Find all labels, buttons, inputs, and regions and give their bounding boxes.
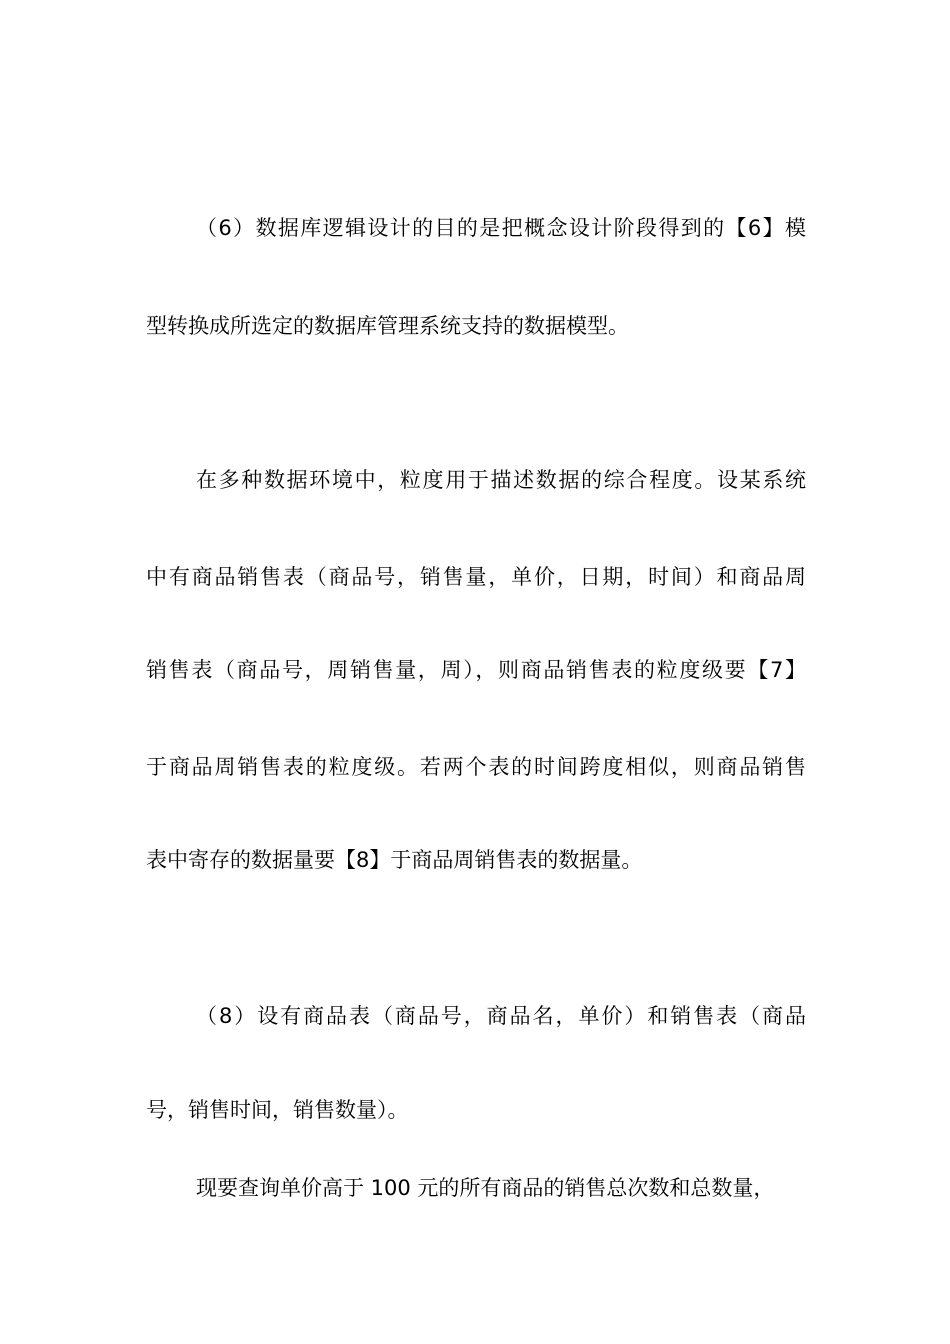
paragraph-granularity-line-3: 销售表（商品号，周销售量，周），则商品销售表的粒度级要【7】: [146, 658, 806, 682]
paragraph-8-line-1: （8）设有商品表（商品号，商品名，单价）和销售表（商品: [196, 1004, 806, 1028]
paragraph-granularity-line-5: 表中寄存的数据量要【8】于商品周销售表的数据量。: [146, 848, 643, 872]
paragraph-6-line-2: 型转换成所选定的数据库管理系统支持的数据模型。: [146, 314, 629, 338]
paragraph-query-line-1: 现要查询单价高于 100 元的所有商品的销售总次数和总数量，: [196, 1176, 775, 1200]
paragraph-granularity-line-1: 在多种数据环境中，粒度用于描述数据的综合程度。设某系统: [196, 468, 806, 492]
paragraph-8-line-2: 号，销售时间，销售数量）。: [146, 1098, 409, 1122]
paragraph-granularity-line-4: 于商品周销售表的粒度级。若两个表的时间跨度相似，则商品销售: [146, 755, 806, 779]
paragraph-granularity-line-2: 中有商品销售表（商品号，销售量，单价，日期，时间）和商品周: [146, 565, 806, 589]
paragraph-6-line-1: （6）数据库逻辑设计的目的是把概念设计阶段得到的【6】模: [196, 216, 806, 240]
